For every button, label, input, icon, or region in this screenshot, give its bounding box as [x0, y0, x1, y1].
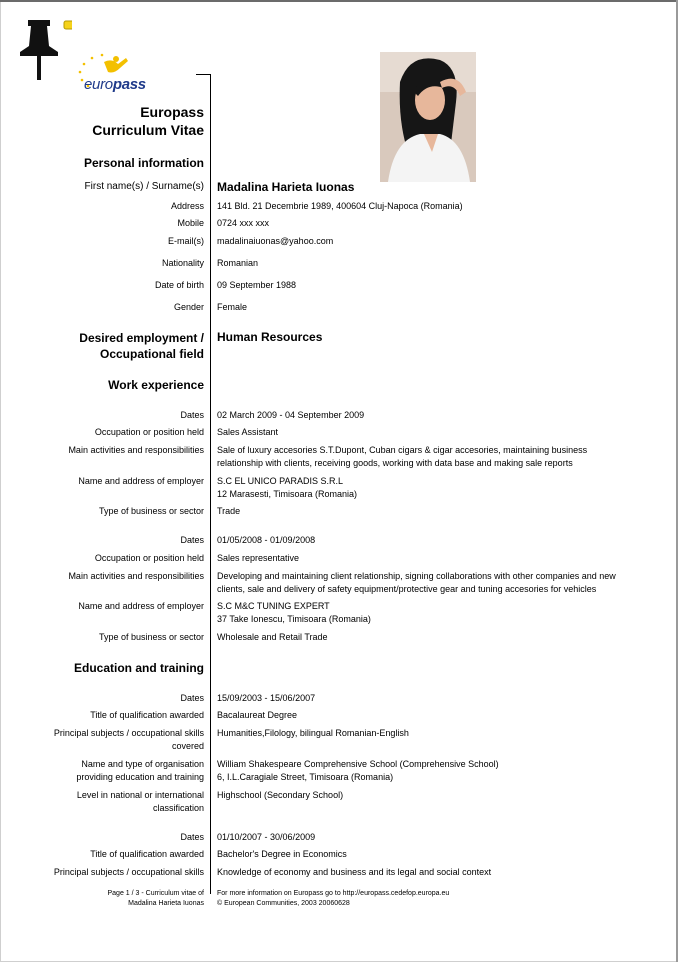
work-experience-heading: Work experience: [108, 378, 204, 392]
dob-label: Date of birth: [154, 280, 204, 290]
edu1-title-label: Title of qualification awarded: [90, 710, 204, 720]
job1-dates: 02 March 2009 - 04 September 2009: [217, 410, 365, 420]
edu2-title: Bachelor's Degree in Economics: [217, 849, 347, 859]
desired-employment-value: Human Resources: [217, 330, 323, 344]
edu2-dates-label: Dates: [180, 832, 204, 842]
job1-activities-line2: relationship with clients, receiving goods, working with data base and making sale reports: [217, 458, 573, 468]
job2-dates-label: Dates: [180, 535, 204, 545]
desired-employment-label2: Occupational field: [99, 347, 204, 361]
edu1-subjects: Humanities,Filology, bilingual Romanian-English: [217, 728, 409, 738]
footer-page-info-line1: Page 1 / 3 - Curriculum vitae of: [107, 890, 204, 897]
job2-activities-line1: Developing and maintaining client relationship, signing collaborations with other companies and new: [217, 571, 616, 581]
nationality-label: Nationality: [161, 258, 204, 268]
job1-occupation-label: Occupation or position held: [94, 427, 204, 437]
job2-employer-line1: S.C M&C TUNING EXPERT: [217, 601, 330, 611]
personal-info-heading: Personal information: [83, 156, 204, 170]
footer-copyright: © European Communities, 2003 20060628: [217, 900, 350, 907]
gender-value: Female: [217, 302, 248, 312]
job2-employer-label: Name and address of employer: [78, 601, 204, 611]
job1-employer-line1: S.C EL UNICO PARADIS S.R.L: [217, 476, 344, 486]
email-label: E-mail(s): [168, 236, 204, 246]
job1-occupation: Sales Assistant: [217, 427, 279, 437]
column-divider-tick: [196, 74, 210, 75]
dob-value: 09 September 1988: [217, 280, 297, 290]
job2-activities-label: Main activities and responsibilities: [68, 571, 204, 581]
job2-occupation: Sales representative: [217, 553, 300, 563]
job2-activities-line2: clients, sale and delivery of safety equipment/protective gear and tuning accesories for vehicles: [217, 584, 597, 594]
edu1-org-line2: 6, I.L.Caragiale Street, Timisoara (Romania): [217, 772, 394, 782]
name-label: First name(s) / Surname(s): [84, 181, 204, 192]
edu1-subjects-label2: covered: [171, 741, 204, 751]
logo-text-bold: pass: [112, 76, 146, 93]
edu2-subjects: Knowledge of economy and business and its legal and social context: [217, 867, 492, 877]
edu1-org-line1: William Shakespeare Comprehensive School (Comprehensive School): [217, 759, 499, 769]
edu1-level-label1: Level in national or international: [76, 790, 204, 800]
edu1-subjects-label1: Principal subjects / occupational skills: [53, 728, 204, 738]
job2-sector-label: Type of business or sector: [98, 632, 204, 642]
edu1-dates-label: Dates: [180, 693, 204, 703]
footer-page-info-line2: Madalina Harieta Iuonas: [128, 900, 204, 907]
profile-photo: [380, 52, 476, 182]
education-heading: Education and training: [73, 661, 204, 675]
edu1-dates: 15/09/2003 - 15/06/2007: [217, 693, 316, 703]
edu1-title: Bacalaureat Degree: [217, 710, 298, 720]
edu1-level-label2: classification: [152, 803, 204, 813]
pushpin-icon[interactable]: [12, 18, 72, 82]
address-value: 141 Bld. 21 Decembrie 1989, 400604 Cluj-Napoca (Romania): [217, 201, 463, 211]
edu2-dates: 01/10/2007 - 30/06/2009: [217, 832, 316, 842]
desired-employment-label1: Desired employment /: [79, 331, 204, 345]
edu1-org-label2: providing education and training: [76, 772, 204, 782]
europass-logo-text: [84, 76, 146, 93]
cv-title-line2: Curriculum Vitae: [92, 122, 204, 138]
edu2-subjects-label: Principal subjects / occupational skills: [53, 867, 204, 877]
column-divider: [210, 74, 211, 894]
job1-activities-line1: Sale of luxury accesories S.T.Dupont, Cuban cigars & cigar accesories, maintaining business: [217, 445, 588, 455]
job1-employer-line2: 12 Marasesti, Timisoara (Romania): [217, 489, 358, 499]
edu1-level: Highschool (Secondary School): [217, 790, 344, 800]
mobile-value: 0724 xxx xxx: [217, 218, 270, 228]
logo-text-light: euro: [84, 76, 113, 93]
top-border: [0, 0, 678, 2]
full-name: Madalina Harieta Iuonas: [217, 180, 355, 194]
address-label: Address: [170, 201, 204, 211]
job1-dates-label: Dates: [180, 410, 204, 420]
job2-sector: Wholesale and Retail Trade: [217, 632, 328, 642]
job2-occupation-label: Occupation or position held: [94, 553, 204, 563]
email-value: madalinaiuonas@yahoo.com: [217, 236, 334, 246]
job2-dates: 01/05/2008 - 01/09/2008: [217, 535, 316, 545]
job2-employer-line2: 37 Take Ionescu, Timisoara (Romania): [217, 614, 371, 624]
footer-info-link[interactable]: For more information on Europass go to http://europass.cedefop.europa.eu: [217, 890, 450, 897]
mobile-label: Mobile: [177, 218, 204, 228]
job1-sector: Trade: [217, 506, 241, 516]
cv-title-line1: Europass: [140, 104, 204, 120]
job1-sector-label: Type of business or sector: [98, 506, 204, 516]
edu1-org-label1: Name and type of organisation: [81, 759, 204, 769]
job1-activities-label: Main activities and responsibilities: [68, 445, 204, 455]
edu2-title-label: Title of qualification awarded: [90, 849, 204, 859]
job1-employer-label: Name and address of employer: [78, 476, 204, 486]
gender-label: Gender: [173, 302, 204, 312]
nationality-value: Romanian: [217, 258, 259, 268]
